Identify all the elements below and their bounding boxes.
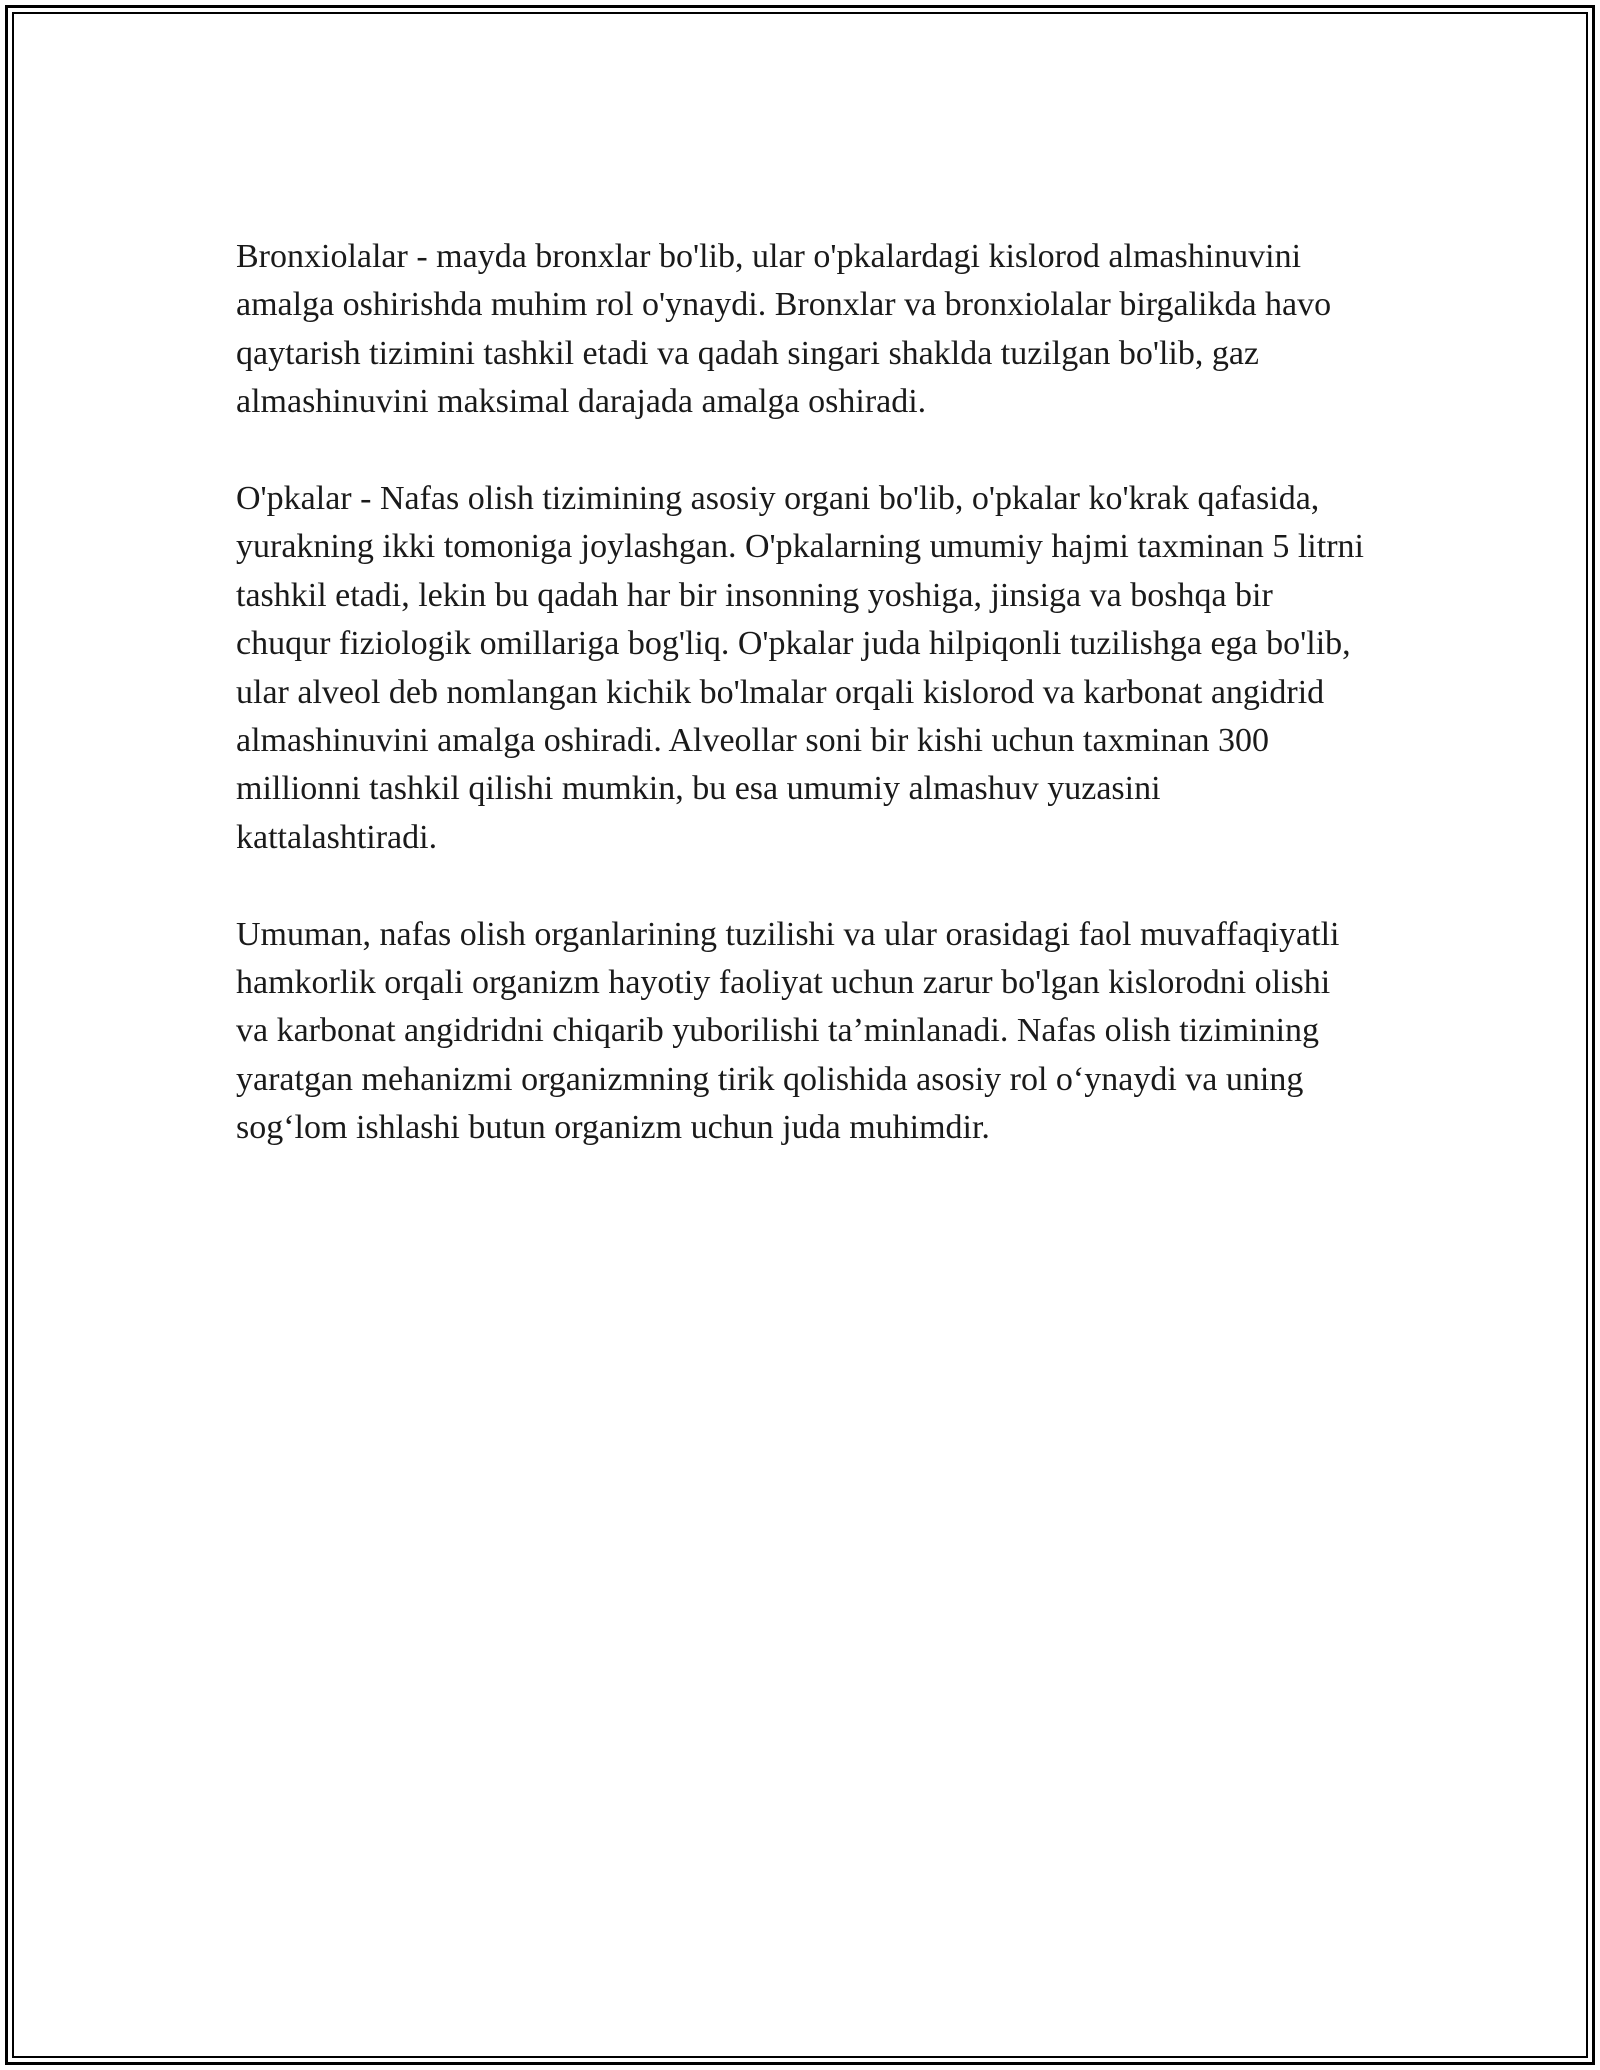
- document-body: [236, 233, 1366, 1201]
- paragraph-summary: Umuman, nafas olish organlarining tuzilishi va ular orasidagi faol muvaffaqiyatli hamkorlik orqali organizm hayotiy faoliyat uchun zarur bo'lgan kislorodni olishi va karbonat angidridni chiqarib yuborilishi ta’minlanadi. Nafas olish tizimining yaratgan mehanizmi organizmning tirik qolishida asosiy rol o‘ynaydi va uning sog‘lom ishlashi butun organizm uchun juda muhimdir.: [236, 915, 1340, 1147]
- paragraph-bronchioles: Bronxiolalar - mayda bronxlar bo'lib, ular o'pkalardagi kislorod almashinuvini amalga oshirishda muhim rol o'ynaydi. Bronxlar va bronxiolalar birgalikda havo qaytarish tizimini tashkil etadi va qadah singari shaklda tuzilgan bo'lib, gaz almashinuvini maksimal darajada amalga oshiradi.: [236, 238, 1332, 421]
- paragraph-lungs: O'pkalar - Nafas olish tizimining asosiy organi bo'lib, o'pkalar ko'krak qafasida, yurakning ikki tomoniga joylashgan. O'pkalarning umumiy hajmi taxminan 5 litrni tashkil etadi, lekin bu qadah har bir insonning yoshiga, jinsiga va boshqa bir chuqur fiziologik omillariga bog'liq. O'pkalar juda hilpiqonli tuzilishga ega bo'lib, ular alveol deb nomlangan kichik bo'lmalar orqali kislorod va karbonat angidrid almashinuvini amalga oshiradi. Alveollar soni bir kishi uchun taxminan 300 millionni tashkil qilishi mumkin, bu esa umumiy almashuv yuzasini kattalashtiradi.: [236, 480, 1364, 856]
